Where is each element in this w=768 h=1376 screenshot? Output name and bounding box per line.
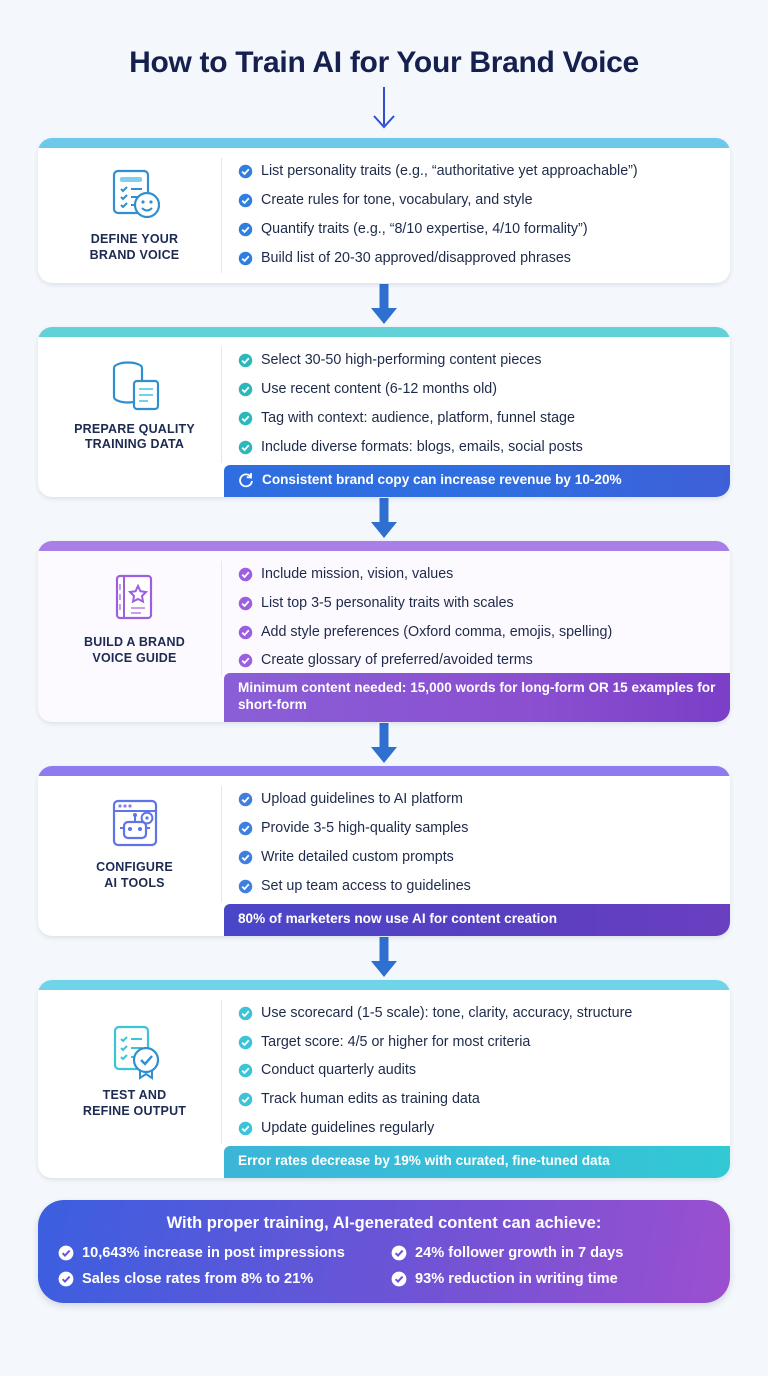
list-item (238, 162, 716, 185)
result-item-text: 24% follower growth in 7 days (415, 1245, 624, 1262)
robot-browser-window-icon (106, 794, 164, 852)
check-icon (238, 879, 253, 900)
result-item (391, 1245, 710, 1261)
step-label-line2: AI TOOLS (104, 876, 165, 891)
list-item-text: Track human edits as training data (261, 1091, 480, 1108)
step-label-line2: TRAINING DATA (84, 437, 185, 452)
refresh-cycle-icon (238, 472, 254, 488)
card-accent-bar (38, 980, 730, 990)
result-item (58, 1271, 377, 1287)
list-item (238, 220, 716, 243)
check-icon (238, 1035, 253, 1056)
check-icon (238, 1121, 253, 1142)
step-label-line1: PREPARE QUALITY (74, 421, 195, 436)
step-icon-column (48, 1000, 222, 1144)
result-item-text: 93% reduction in writing time (415, 1271, 618, 1288)
check-icon (391, 1245, 407, 1261)
step-icon-column (48, 786, 222, 901)
check-icon (238, 567, 253, 588)
check-icon (238, 164, 253, 185)
checklist-badge-icon (106, 1022, 164, 1080)
step-bullet-list (222, 158, 718, 273)
results-title: With proper training, AI-generated content can achieve: (166, 1214, 602, 1233)
list-item (238, 848, 716, 871)
list-item-text: List top 3-5 personality traits with scales (261, 594, 514, 611)
step-icon-column (48, 561, 222, 676)
list-item (238, 877, 716, 900)
result-item-text: Sales close rates from 8% to 21% (82, 1271, 314, 1288)
list-item-text: Conduct quarterly audits (261, 1062, 416, 1079)
check-icon (238, 251, 253, 272)
card-accent-bar (38, 766, 730, 776)
list-item-text: Tag with context: audience, platform, funnel stage (261, 410, 575, 427)
down-arrow-icon (369, 498, 399, 540)
document-checklist-smiley-icon (106, 166, 164, 224)
step-connector-arrow (38, 283, 730, 327)
step-card-build-a-brand-voice-guide (38, 541, 730, 722)
list-item (238, 1061, 716, 1084)
list-item-text: Write detailed custom prompts (261, 849, 454, 866)
list-item-text: Use scorecard (1-5 scale): tone, clarity, accuracy, structure (261, 1004, 633, 1021)
list-item-text: Add style preferences (Oxford comma, emojis, spelling) (261, 623, 613, 640)
page-title: How to Train AI for Your Brand Voice (129, 46, 639, 79)
check-icon (238, 193, 253, 214)
list-item (238, 1119, 716, 1142)
list-item-text: Include mission, vision, values (261, 565, 454, 582)
step-label-line1: BUILD A BRAND (84, 634, 185, 649)
stat-text: 80% of marketers now use AI for content creation (238, 910, 558, 926)
top-down-arrow (38, 80, 730, 138)
check-icon (238, 1092, 253, 1113)
stat-text: Minimum content needed: 15,000 words for long-form OR 15 examples for short-form (238, 680, 716, 713)
results-summary-banner (38, 1200, 730, 1303)
list-item-text: Create rules for tone, vocabulary, and style (261, 191, 533, 208)
list-item (238, 438, 716, 461)
down-arrow-icon (367, 85, 401, 133)
database-document-icon (106, 356, 164, 414)
list-item (238, 249, 716, 272)
card-accent-bar (38, 541, 730, 551)
stat-banner (224, 465, 730, 497)
result-item (391, 1271, 710, 1287)
step-card-prepare-quality-training-data (38, 327, 730, 496)
stat-text: Consistent brand copy can increase revenue by 10-20% (262, 471, 622, 487)
list-item-text: Set up team access to guidelines (261, 877, 471, 894)
list-item (238, 1004, 716, 1027)
list-item-text: Select 30-50 high-performing content pieces (261, 352, 542, 369)
list-item (238, 651, 716, 674)
step-connector-arrow (38, 936, 730, 980)
list-item-text: Provide 3-5 high-quality samples (261, 820, 469, 837)
list-item (238, 565, 716, 588)
down-arrow-icon (369, 723, 399, 765)
check-icon (238, 596, 253, 617)
list-item (238, 790, 716, 813)
step-icon-column (48, 347, 222, 462)
check-icon (238, 411, 253, 432)
list-item (238, 819, 716, 842)
list-item (238, 380, 716, 403)
stat-banner (224, 904, 730, 936)
check-icon (58, 1245, 74, 1261)
step-label-line1: TEST AND (102, 1088, 167, 1103)
list-item-text: List personality traits (e.g., “authoritative yet approachable”) (261, 163, 638, 179)
check-icon (238, 625, 253, 646)
step-connector-arrow (38, 497, 730, 541)
check-icon (391, 1271, 407, 1287)
list-item (238, 623, 716, 646)
list-item (238, 1090, 716, 1113)
step-bullet-list (222, 347, 718, 462)
list-item-text: Create glossary of preferred/avoided terms (261, 652, 533, 669)
list-item-text: Upload guidelines to AI platform (261, 791, 463, 808)
list-item (238, 191, 716, 214)
card-accent-bar (38, 327, 730, 337)
step-label (96, 860, 173, 891)
step-label (83, 1088, 186, 1119)
step-bullet-list (222, 561, 718, 676)
step-label-line1: DEFINE YOUR (90, 232, 179, 247)
step-label-line2: REFINE OUTPUT (82, 1103, 187, 1118)
list-item-text: Quantify traits (e.g., “8/10 expertise, 4/10 formality”) (261, 220, 588, 237)
step-card-configure-ai-tools (38, 766, 730, 935)
check-icon (238, 792, 253, 813)
step-icon-column (48, 158, 222, 273)
check-icon (238, 222, 253, 243)
stat-banner (224, 1146, 730, 1178)
stat-banner (224, 673, 730, 722)
result-item-text: 10,643% increase in post impressions (82, 1245, 345, 1262)
step-bullet-list (222, 786, 718, 901)
down-arrow-icon (369, 284, 399, 326)
check-icon (238, 850, 253, 871)
list-item-text: Update guidelines regularly (261, 1120, 435, 1137)
check-icon (238, 653, 253, 674)
stat-text: Error rates decrease by 19% with curated, fine-tuned data (238, 1153, 610, 1169)
list-item (238, 594, 716, 617)
down-arrow-icon (369, 937, 399, 979)
check-icon (238, 440, 253, 461)
check-icon (238, 353, 253, 374)
step-bullet-list (222, 1000, 718, 1144)
book-star-icon (107, 569, 163, 627)
list-item-text: Include diverse formats: blogs, emails, social posts (261, 439, 583, 456)
check-icon (238, 1063, 253, 1084)
card-accent-bar (38, 138, 730, 148)
step-card-test-and-refine-output (38, 980, 730, 1178)
check-icon (238, 1006, 253, 1027)
list-item (238, 351, 716, 374)
step-card-define-your-brand-voice (38, 138, 730, 283)
step-label (84, 635, 185, 666)
step-label (74, 422, 195, 453)
list-item-text: Target score: 4/5 or higher for most criteria (261, 1033, 531, 1050)
step-label-line2: BRAND VOICE (89, 247, 180, 262)
step-connector-arrow (38, 722, 730, 766)
check-icon (58, 1271, 74, 1287)
step-label (90, 232, 180, 263)
check-icon (238, 382, 253, 403)
result-item (58, 1245, 377, 1261)
list-item (238, 1033, 716, 1056)
list-item (238, 409, 716, 432)
check-icon (238, 821, 253, 842)
step-label-line1: CONFIGURE (96, 860, 173, 875)
list-item-text: Build list of 20-30 approved/disapproved phrases (261, 249, 571, 266)
step-label-line2: VOICE GUIDE (92, 650, 177, 665)
list-item-text: Use recent content (6-12 months old) (261, 381, 498, 398)
